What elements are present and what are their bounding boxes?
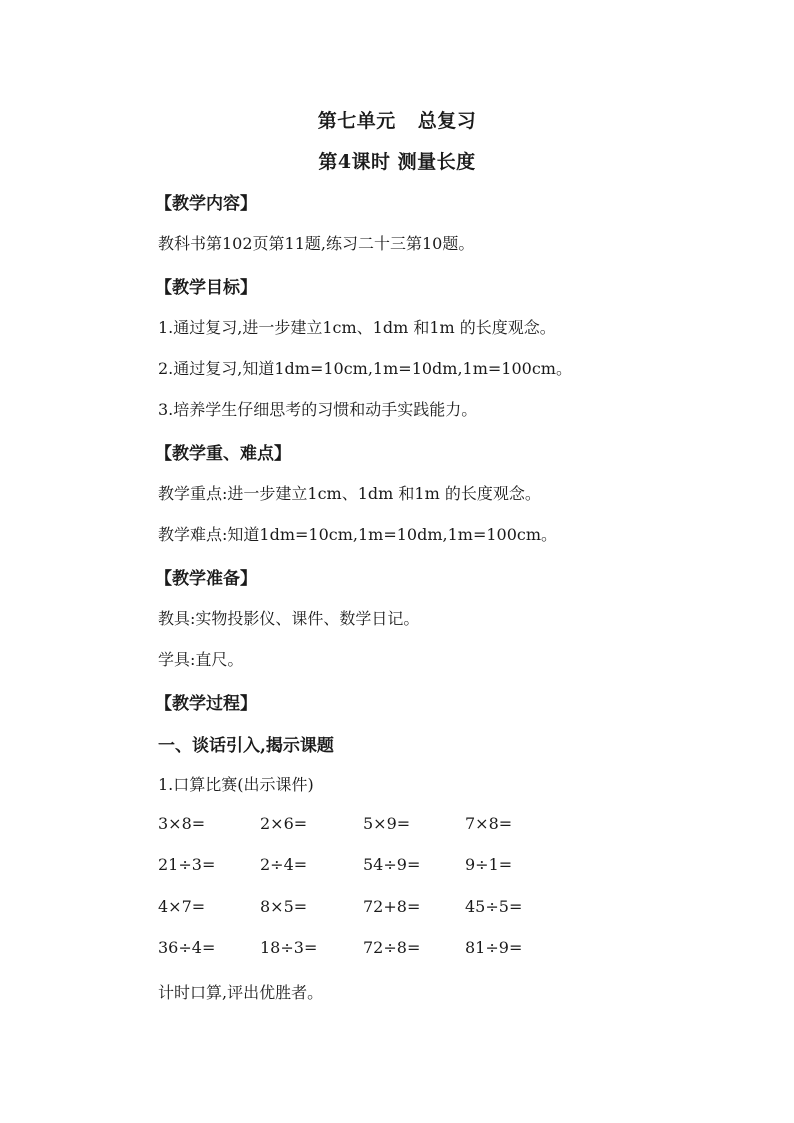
arithmetic-item: 54÷9= bbox=[363, 855, 421, 874]
arithmetic-item: 45÷5= bbox=[465, 897, 523, 916]
arithmetic-item: 8×5= bbox=[260, 897, 308, 916]
arithmetic-item: 21÷3= bbox=[158, 855, 216, 874]
key-point-text: 教学重点:进一步建立1cm、1dm 和1m 的长度观念。 bbox=[158, 484, 541, 503]
arithmetic-row bbox=[158, 897, 578, 919]
arithmetic-row bbox=[158, 938, 578, 960]
arithmetic-item: 2÷4= bbox=[260, 855, 308, 874]
step1-note: 计时口算,评出优胜者。 bbox=[158, 983, 324, 1002]
goal-item: 2.通过复习,知道1dm=10cm,1m=10dm,1m=100cm。 bbox=[158, 359, 572, 378]
goal-item: 1.通过复习,进一步建立1cm、1dm 和1m 的长度观念。 bbox=[158, 318, 556, 337]
student-tools-text: 学具:直尺。 bbox=[158, 650, 244, 669]
arithmetic-item: 72+8= bbox=[363, 897, 421, 916]
arithmetic-item: 18÷3= bbox=[260, 938, 318, 957]
arithmetic-item: 9÷1= bbox=[465, 855, 513, 874]
part1-heading: 一、谈话引入,揭示课题 bbox=[158, 736, 334, 756]
arithmetic-item: 81÷9= bbox=[465, 938, 523, 957]
step1-text: 1.口算比赛(出示课件) bbox=[158, 775, 314, 794]
arithmetic-item: 7×8= bbox=[465, 814, 513, 833]
process-heading: 【教学过程】 bbox=[155, 694, 257, 714]
content-heading: 【教学内容】 bbox=[155, 194, 257, 214]
unit-title bbox=[0, 106, 794, 133]
goals-heading: 【教学目标】 bbox=[155, 278, 257, 298]
arithmetic-item: 4×7= bbox=[158, 897, 206, 916]
teacher-tools-text: 教具:实物投影仪、课件、数学日记。 bbox=[158, 609, 420, 628]
unit-topic: 总复习 bbox=[417, 110, 477, 132]
lesson-title: 第4课时 测量长度 bbox=[318, 151, 476, 173]
arithmetic-row bbox=[158, 814, 578, 836]
arithmetic-item: 3×8= bbox=[158, 814, 206, 833]
content-text: 教科书第102页第11题,练习二十三第10题。 bbox=[158, 234, 475, 253]
unit-label: 第七单元 bbox=[317, 110, 396, 132]
arithmetic-item: 2×6= bbox=[260, 814, 308, 833]
goal-item: 3.培养学生仔细思考的习惯和动手实践能力。 bbox=[158, 400, 478, 419]
preparation-heading: 【教学准备】 bbox=[155, 569, 257, 589]
arithmetic-item: 5×9= bbox=[363, 814, 411, 833]
arithmetic-item: 72÷8= bbox=[363, 938, 421, 957]
arithmetic-row bbox=[158, 855, 578, 877]
key-points-heading: 【教学重、难点】 bbox=[155, 444, 291, 464]
arithmetic-item: 36÷4= bbox=[158, 938, 216, 957]
difficult-point-text: 教学难点:知道1dm=10cm,1m=10dm,1m=100cm。 bbox=[158, 525, 558, 544]
